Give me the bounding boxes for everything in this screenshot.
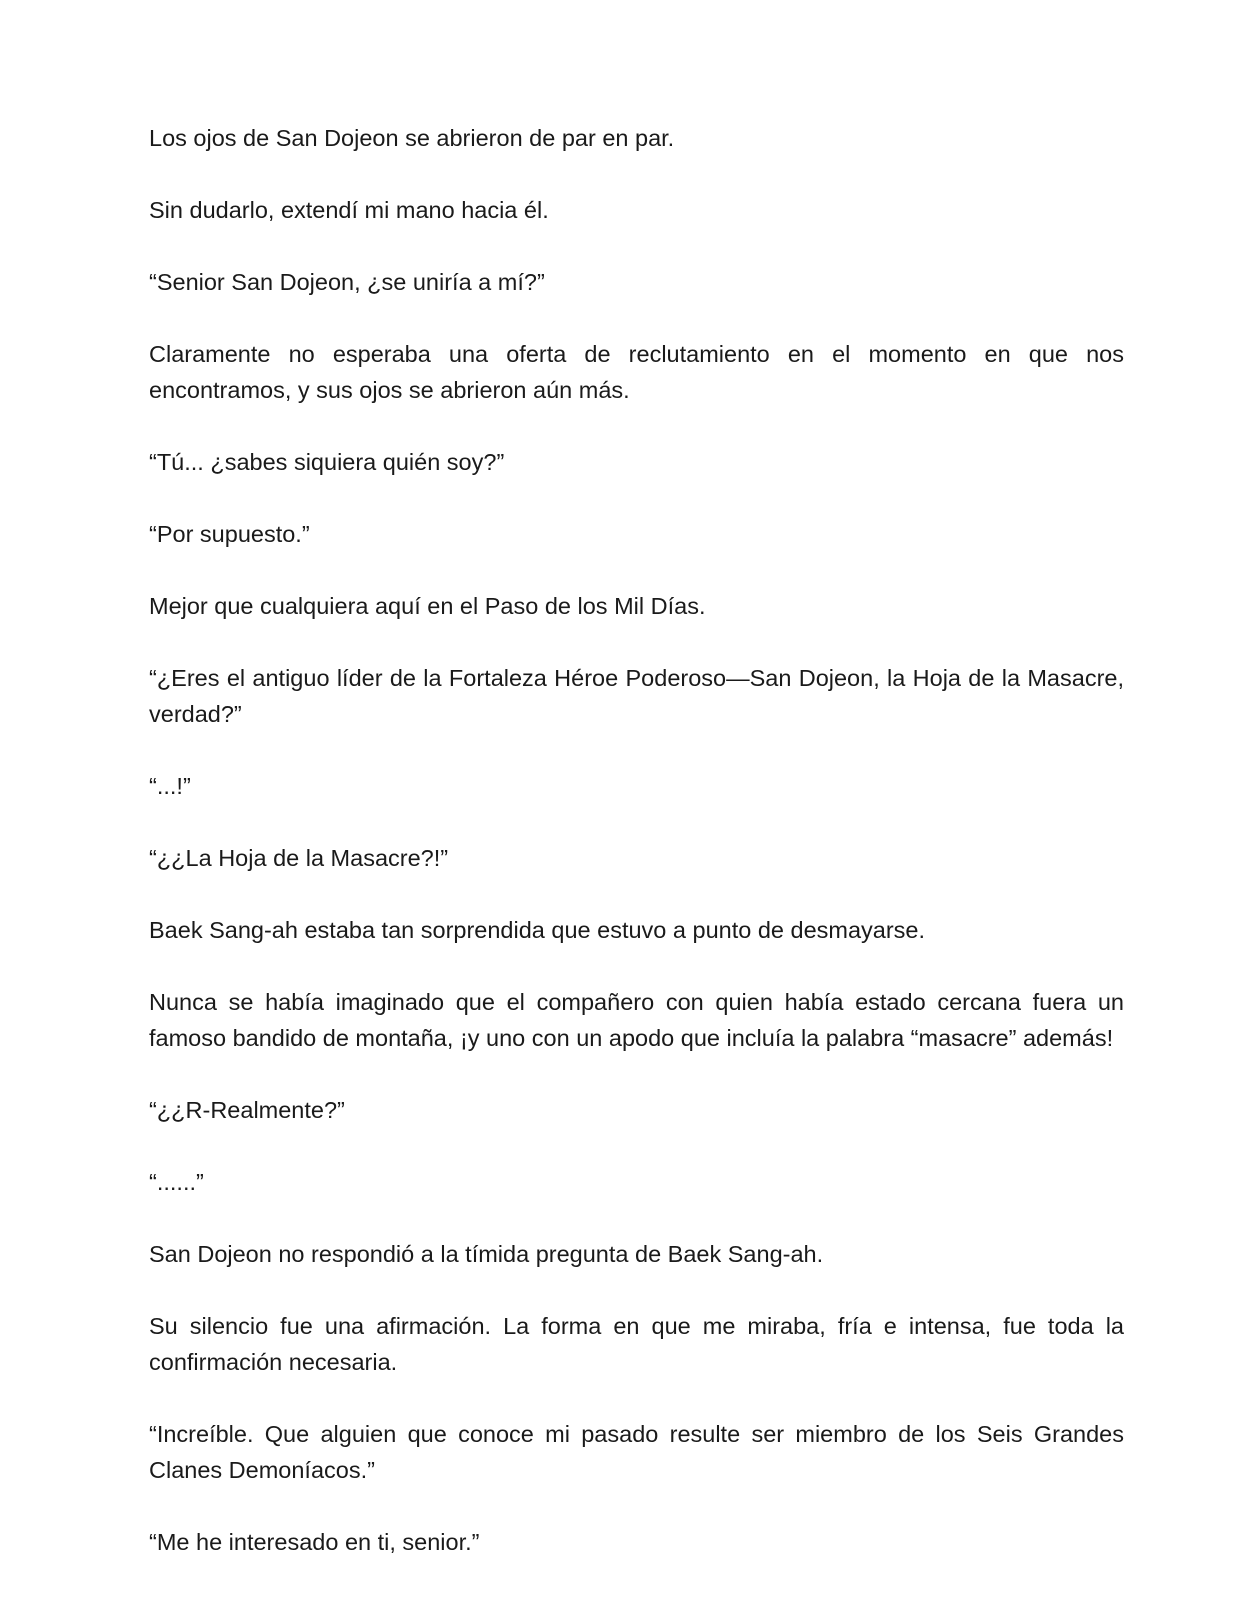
paragraph: “¿Eres el antiguo líder de la Fortaleza Héroe Poderoso—San Dojeon, la Hoja de la Masacre, verdad?”	[149, 665, 1124, 727]
paragraph: “Me he interesado en ti, senior.”	[149, 1529, 480, 1555]
paragraph: San Dojeon no respondió a la tímida pregunta de Baek Sang-ah.	[149, 1241, 824, 1267]
paragraph: Sin dudarlo, extendí mi mano hacia él.	[149, 197, 549, 223]
paragraph: “¿¿La Hoja de la Masacre?!”	[149, 845, 449, 871]
paragraph: Claramente no esperaba una oferta de reclutamiento en el momento en que nos encontramos, y sus ojos se abrieron aún más.	[149, 341, 1124, 403]
paragraph: Nunca se había imaginado que el compañero con quien había estado cercana fuera un famoso bandido de montaña, ¡y uno con un apodo que incluía la palabra “masacre” además!	[149, 989, 1124, 1051]
paragraph: “Senior San Dojeon, ¿se uniría a mí?”	[149, 269, 545, 295]
paragraph: Baek Sang-ah estaba tan sorprendida que estuvo a punto de desmayarse.	[149, 917, 926, 943]
paragraph: “Por supuesto.”	[149, 521, 310, 547]
paragraph: “Increíble. Que alguien que conoce mi pasado resulte ser miembro de los Seis Grandes Clanes Demoníacos.”	[149, 1421, 1124, 1483]
document-body	[149, 120, 1124, 1596]
paragraph: “Tú... ¿sabes siquiera quién soy?”	[149, 449, 505, 475]
paragraph: Su silencio fue una afirmación. La forma en que me miraba, fría e intensa, fue toda la confirmación necesaria.	[149, 1313, 1124, 1375]
paragraph: Los ojos de San Dojeon se abrieron de par en par.	[149, 125, 675, 151]
paragraph: “...!”	[149, 773, 191, 799]
paragraph: “¿¿R-Realmente?”	[149, 1097, 345, 1123]
paragraph: “......”	[149, 1169, 204, 1195]
paragraph: Mejor que cualquiera aquí en el Paso de los Mil Días.	[149, 593, 706, 619]
